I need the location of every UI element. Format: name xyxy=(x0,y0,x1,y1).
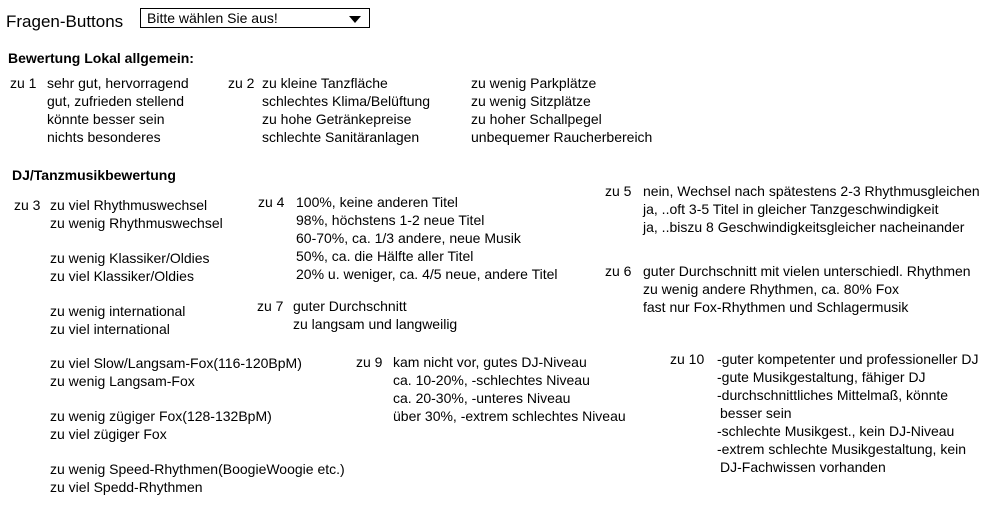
answer-item[interactable]: DJ-Fachwissen vorhanden xyxy=(720,459,886,475)
answer-item[interactable]: schlechte Sanitäranlagen xyxy=(262,129,420,145)
answer-item[interactable]: 50%, ca. die Hälfte aller Titel xyxy=(296,248,474,264)
answer-item[interactable]: fast nur Fox-Rhythmen und Schlagermusik xyxy=(643,299,909,315)
question-select[interactable] xyxy=(140,8,370,28)
question-number-4: zu 4 xyxy=(258,194,285,210)
page-title: Fragen-Buttons xyxy=(6,12,124,31)
select-value: Bitte wählen Sie aus! xyxy=(147,10,278,26)
answer-item[interactable]: zu wenig Parkplätze xyxy=(471,75,597,91)
answer-item[interactable]: zu viel Spedd-Rhythmen xyxy=(50,479,203,495)
answer-item[interactable]: nein, Wechsel nach spätestens 2-3 Rhythmusgleichen xyxy=(643,183,980,199)
answer-item[interactable]: gut, zufrieden stellend xyxy=(47,93,184,109)
answer-group-3-0 xyxy=(50,196,223,232)
answer-item[interactable]: nichts besonderes xyxy=(47,129,161,145)
answer-list-9 xyxy=(393,353,626,425)
answer-item[interactable]: zu wenig andere Rhythmen, ca. 80% Fox xyxy=(643,281,900,297)
answer-item[interactable]: -gute Musikgestaltung, fähiger DJ xyxy=(717,369,926,385)
answer-list-10 xyxy=(717,350,978,476)
answer-item[interactable]: schlechtes Klima/Belüftung xyxy=(262,93,431,109)
answer-item[interactable]: über 30%, -extrem schlechtes Niveau xyxy=(393,408,626,424)
answer-item[interactable]: zu wenig Sitzplätze xyxy=(471,93,591,109)
answer-item[interactable]: zu wenig zügiger Fox(128-132BpM) xyxy=(50,408,272,424)
answer-item[interactable]: -extrem schlechte Musikgestaltung, kein xyxy=(717,441,966,457)
answer-group-3-4 xyxy=(50,407,272,443)
answer-item[interactable]: zu wenig international xyxy=(50,303,186,319)
chevron-down-icon[interactable] xyxy=(349,16,361,23)
answer-item[interactable]: 100%, keine anderen Titel xyxy=(296,194,458,210)
answer-item[interactable]: 60-70%, ca. 1/3 andere, neue Musik xyxy=(296,230,521,246)
answer-item[interactable]: zu kleine Tanzfläche xyxy=(262,75,388,91)
question-number-7: zu 7 xyxy=(257,298,284,314)
answer-item[interactable]: zu viel zügiger Fox xyxy=(50,426,167,442)
answer-list-2b xyxy=(471,74,652,146)
answer-group-3-2 xyxy=(50,302,185,338)
answer-item[interactable]: zu viel Rhythmuswechsel xyxy=(50,197,208,213)
answer-item[interactable]: guter Durchschnitt xyxy=(293,298,407,314)
section-heading-lokal: Bewertung Lokal allgemein: xyxy=(8,50,194,66)
answer-item[interactable]: kam nicht vor, gutes DJ-Niveau xyxy=(393,354,587,370)
answer-item[interactable]: -durchschnittliches Mittelmaß, könnte xyxy=(717,387,949,403)
answer-item[interactable]: zu langsam und langweilig xyxy=(293,316,458,332)
answer-group-3-1 xyxy=(50,249,210,285)
answer-list-5 xyxy=(643,182,980,236)
answer-item[interactable]: zu viel international xyxy=(50,321,170,337)
answer-item[interactable]: besser sein xyxy=(720,405,792,421)
answer-item[interactable]: -schlechte Musikgest., kein DJ-Niveau xyxy=(717,423,955,439)
answer-item[interactable]: könnte besser sein xyxy=(47,111,165,127)
answer-list-2 xyxy=(262,74,430,146)
answer-item[interactable]: ca. 20-30%, -unteres Niveau xyxy=(393,390,571,406)
question-number-6: zu 6 xyxy=(605,263,632,279)
answer-item[interactable]: unbequemer Raucherbereich xyxy=(471,129,653,145)
answer-item[interactable]: zu viel Klassiker/Oldies xyxy=(50,268,194,284)
answer-item[interactable]: -guter kompetenter und professioneller DJ xyxy=(717,351,979,367)
answer-item[interactable]: zu wenig Langsam-Fox xyxy=(50,373,195,389)
answer-item[interactable]: sehr gut, hervorragend xyxy=(47,75,189,91)
answer-group-3-5 xyxy=(50,460,345,496)
answer-item[interactable]: 20% u. weniger, ca. 4/5 neue, andere Titel xyxy=(296,266,558,282)
answer-item[interactable]: ca. 10-20%, -schlechtes Niveau xyxy=(393,372,590,388)
answer-list-7 xyxy=(293,297,457,333)
question-number-3: zu 3 xyxy=(14,197,41,213)
answer-item[interactable]: zu wenig Speed-Rhythmen(BoogieWoogie etc.) xyxy=(50,461,345,477)
question-number-5: zu 5 xyxy=(605,183,632,199)
answer-item[interactable]: zu viel Slow/Langsam-Fox(116-120BpM) xyxy=(50,355,302,371)
answer-item[interactable]: guter Durchschnitt mit vielen unterschiedl. Rhythmen xyxy=(643,263,971,279)
answer-list-4 xyxy=(296,193,558,283)
question-number-10: zu 10 xyxy=(670,351,705,367)
answer-item[interactable]: 98%, höchstens 1-2 neue Titel xyxy=(296,212,485,228)
question-number-9: zu 9 xyxy=(356,354,383,370)
answer-list-1 xyxy=(47,74,189,146)
answer-item[interactable]: zu wenig Rhythmuswechsel xyxy=(50,215,223,231)
answer-item[interactable]: zu hoher Schallpegel xyxy=(471,111,602,127)
answer-item[interactable]: ja, ..biszu 8 Geschwindigkeitsgleicher nacheinander xyxy=(643,219,965,235)
section-heading-dj: DJ/Tanzmusikbewertung xyxy=(12,167,176,183)
question-number-2: zu 2 xyxy=(228,75,255,91)
answer-item[interactable]: ja, ..oft 3-5 Titel in gleicher Tanzgeschwindigkeit xyxy=(643,201,939,217)
answer-group-3-3 xyxy=(50,354,302,390)
answer-item[interactable]: zu hohe Getränkepreise xyxy=(262,111,412,127)
answer-list-6 xyxy=(643,262,971,316)
question-number-1: zu 1 xyxy=(10,75,37,91)
answer-item[interactable]: zu wenig Klassiker/Oldies xyxy=(50,250,210,266)
